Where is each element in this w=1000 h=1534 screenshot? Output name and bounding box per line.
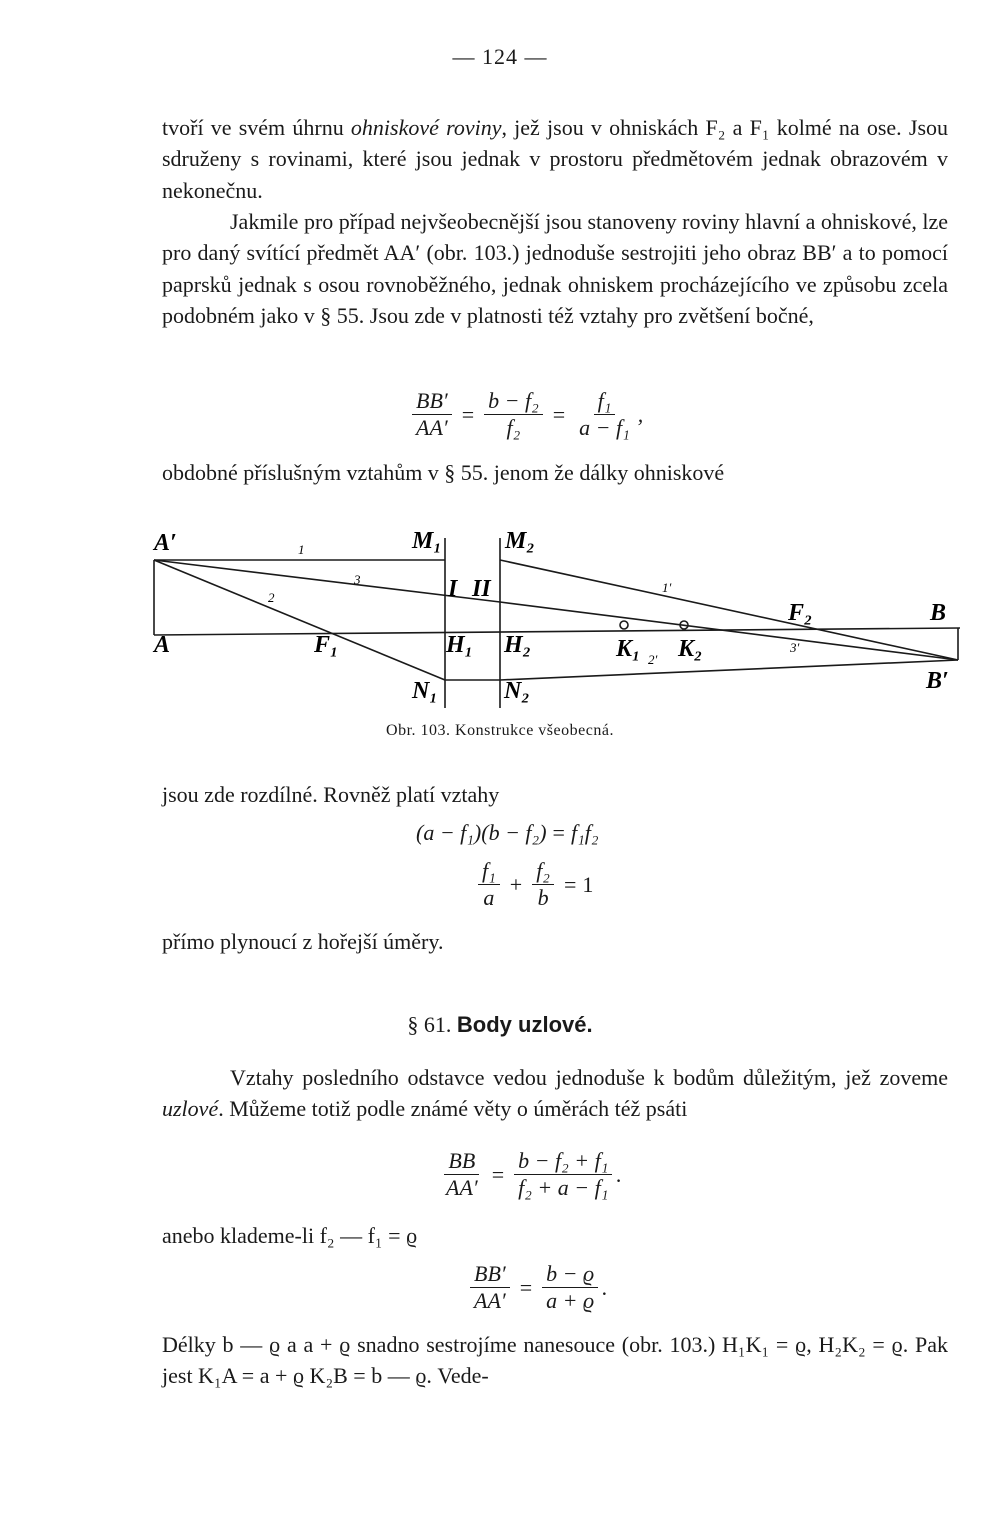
formula3-term2 (532, 858, 554, 911)
formula5-lhs-den: AA′ (474, 1288, 506, 1313)
formula-rho (466, 1261, 608, 1314)
after-figure-text: jsou zde rozdílné. Rovněž platí vztahy (162, 782, 500, 807)
section-name: Body uzlové. (456, 1012, 593, 1037)
paragraph-1-before: tvoří ve svém úhrnu (162, 115, 351, 140)
primo-text: přímo plynoucí z hořejší úměry. (162, 929, 444, 954)
formula3-term2-den: b (537, 885, 549, 910)
paragraph-3-text: obdobné příslušným vztahům v § 55. jenom že dálky ohniskové (162, 460, 725, 485)
formula5-lhs-num: BB′ (470, 1261, 510, 1288)
formula4-rhs (514, 1148, 612, 1201)
formula3-eq: = (563, 871, 577, 897)
section-number: § 61. (407, 1012, 452, 1037)
formula-product (416, 820, 598, 846)
figure-103 (150, 520, 970, 720)
formula2-lhs: (a − f₁)(b − f₂) (416, 820, 547, 845)
formula2-eq: = (552, 820, 565, 845)
formula1-eq2: = (552, 401, 566, 427)
paragraph-1-after: , jež jsou v ohniskách F₂ a F₁ kolmé na ose. Jsou sdruženy s rovinami, které jsou jednak v prostoru předmětovém jednak obrazovém v nekonečnu. (162, 115, 948, 203)
formula4-rhs-num: b − f₂ + f₁ (514, 1148, 612, 1175)
paragraph-5-text: Délky b — ϱ a a + ϱ snadno sestrojíme nanesouce (obr. 103.) H₁K₁ = ϱ, H₂K₂ = ϱ. Pak jest K₁A = a + ϱ K₂B = b — ϱ. Vede- (162, 1332, 948, 1389)
label-K1: K₁ (616, 636, 641, 662)
label-B: B (930, 600, 947, 626)
formula1-rhs-num: f₁ (594, 388, 616, 415)
formula5-rhs (542, 1261, 598, 1314)
label-M2: M₂ (505, 528, 535, 554)
formula5-lhs (470, 1261, 510, 1314)
paragraph-4-before: Vztahy posledního odstavce vedou jednoduše k bodům důležitým, jež zoveme (230, 1065, 948, 1090)
formula1-mid-num: b − f₂ (484, 388, 543, 415)
paragraph-5 (162, 1329, 948, 1392)
paragraph-4 (162, 1062, 948, 1125)
formula5-tail: . (602, 1274, 608, 1300)
label-ray-2: 2 (268, 590, 275, 605)
formula-proportion (438, 1148, 622, 1201)
formula2-rhs: f₁f₂ (570, 820, 599, 845)
paragraph-1-emphasis: ohniskové roviny (350, 115, 502, 140)
formula-sum (474, 858, 593, 911)
section-heading (0, 1012, 1000, 1038)
formula3-rhs: 1 (582, 871, 594, 897)
formula1-rhs (575, 388, 634, 441)
page-number: — 124 — (452, 44, 548, 69)
label-F2: F₂ (788, 600, 813, 626)
label-ray-3-prime: 3′ (790, 640, 800, 655)
label-N1: N₁ (412, 678, 438, 704)
paragraph-4-after: . Můžeme totiž podle známé věty o úměrách též psáti (218, 1096, 688, 1122)
formula1-tail: , (637, 401, 644, 427)
formula1-eq1: = (461, 401, 475, 427)
formula1-lhs (412, 388, 452, 441)
label-B-prime: B′ (926, 668, 949, 694)
formula3-plus: + (509, 871, 523, 897)
label-plane-I: I (448, 576, 458, 602)
formula-lateral-magnification (408, 388, 643, 441)
label-plane-II: II (472, 576, 491, 602)
label-F1: F₁ (314, 632, 339, 658)
formula1-lhs-den: AA′ (416, 415, 448, 440)
anebo-text: anebo klademe-li f₂ — f₁ = ϱ (162, 1223, 418, 1248)
label-H2: H₂ (504, 632, 532, 658)
figure-103-drawing (150, 520, 970, 720)
formula3-term1-den: a (483, 885, 495, 910)
label-ray-3: 3 (354, 572, 361, 587)
formula3-term1 (478, 858, 500, 911)
label-A-prime: A′ (154, 530, 177, 556)
formula4-lhs-den: AA′ (446, 1175, 478, 1200)
formula4-eq: = (491, 1161, 505, 1187)
label-K2: K₂ (678, 636, 703, 662)
formula4-lhs (442, 1148, 482, 1201)
label-H1: H₁ (446, 632, 474, 658)
label-ray-2-prime: 2′ (648, 652, 658, 667)
formula5-eq: = (519, 1274, 533, 1300)
figure-caption: Obr. 103. Konstrukce všeobecná. (386, 722, 614, 739)
formula3-term2-num: f₂ (532, 858, 554, 885)
formula1-rhs-den: a − f₁ (579, 415, 630, 440)
paragraph-4-emphasis: uzlové (162, 1096, 219, 1122)
formula1-lhs-num: BB′ (412, 388, 452, 415)
formula4-rhs-den: f₂ + a − f₁ (518, 1175, 609, 1200)
formula4-lhs-num: BB (444, 1148, 479, 1175)
label-N2: N₂ (504, 678, 530, 704)
label-ray-1-prime: 1′ (662, 580, 672, 595)
nodal-point-1 (620, 621, 628, 629)
formula1-mid-den: f₂ (506, 415, 521, 440)
label-A: A (154, 632, 171, 658)
label-ray-1: 1 (298, 542, 305, 557)
paragraph-3 (162, 457, 948, 488)
paragraph-2 (162, 206, 948, 332)
ray-2-prime (500, 660, 958, 680)
paragraph-1 (162, 112, 948, 206)
formula1-mid (484, 388, 543, 441)
formula4-tail: . (616, 1161, 622, 1187)
formula5-rhs-num: b − ϱ (542, 1261, 598, 1288)
formula5-rhs-den: a + ϱ (546, 1288, 595, 1313)
label-M1: M₁ (412, 528, 442, 554)
formula3-term1-num: f₁ (478, 858, 500, 885)
paragraph-2-text: Jakmile pro případ nejvšeobecnější jsou stanoveny roviny hlavní a ohniskové, lze pro daný svítící předmět AA′ (obr. 103.) jednoduše sestrojiti jeho obraz BB′ a to pomocí paprsků jednak s osou rovnoběžného, jednak ohniskem procházejícího ve způsobu zcela podobném jako v § 55. Jsou zde v platnosti též vztahy pro zvětšení bočné, (162, 209, 948, 329)
